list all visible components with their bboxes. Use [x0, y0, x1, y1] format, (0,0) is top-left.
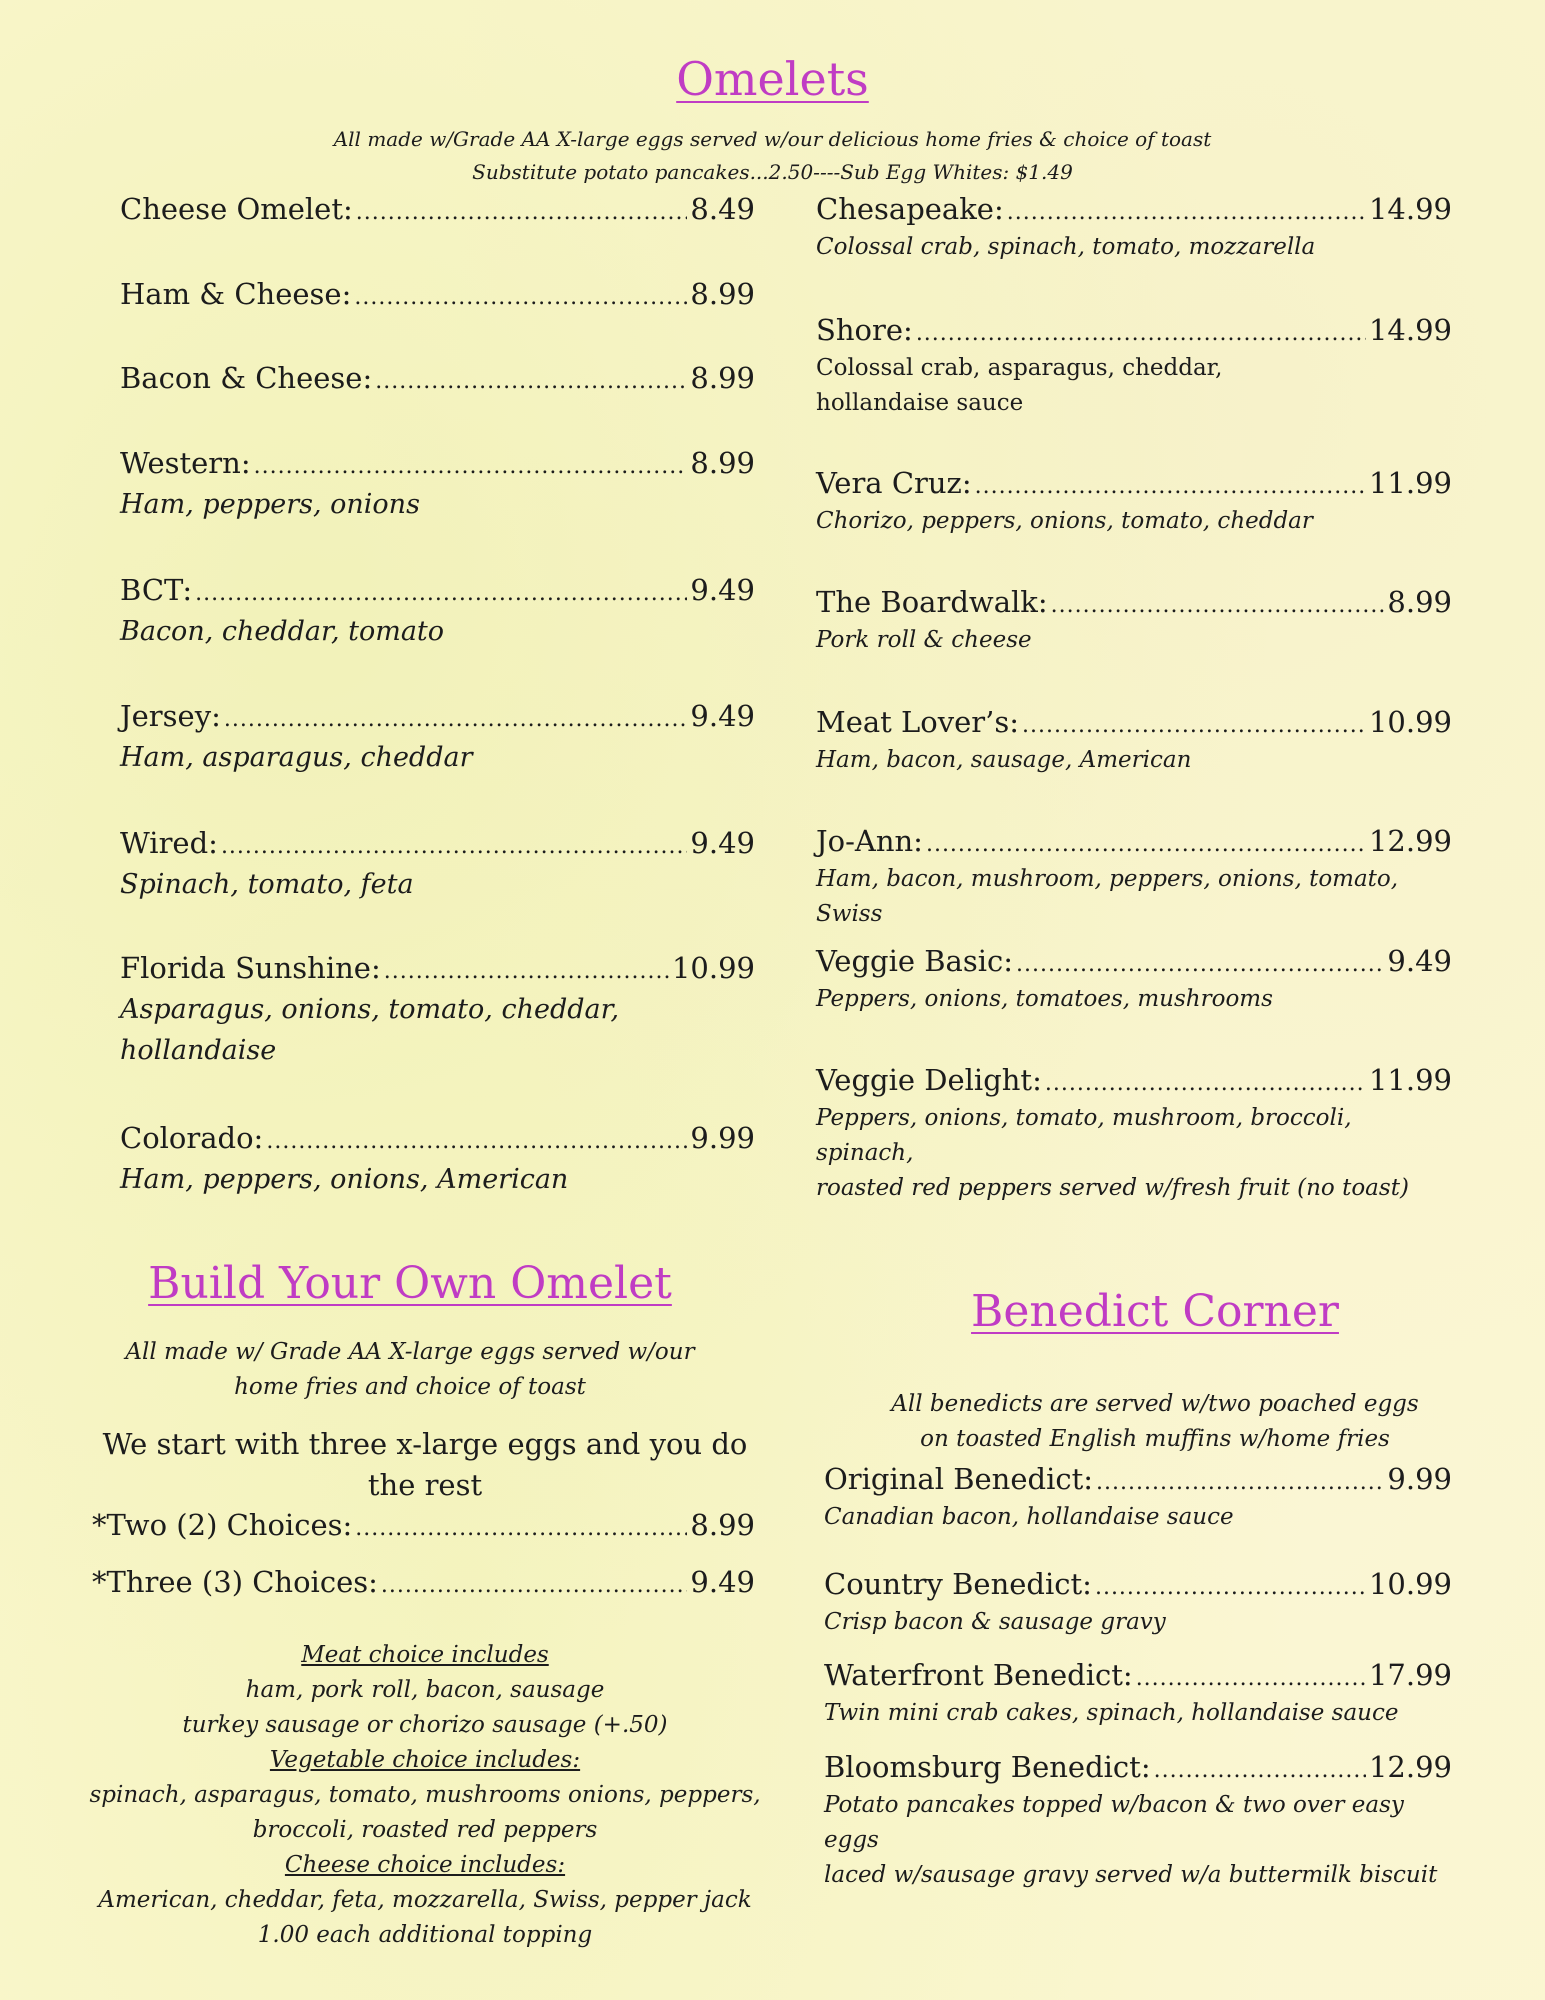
leader-dots [1095, 1575, 1366, 1600]
item-name: Veggie Delight: [816, 1063, 1042, 1097]
item-name: Waterfront Benedict: [824, 1658, 1133, 1692]
item-price: 11.99 [1368, 1063, 1452, 1097]
byo-intro-line: the rest [367, 1468, 483, 1502]
item-description: Crisp bacon & sausage gravy [824, 1609, 1166, 1635]
cheese-choice-line: 1.00 each additional topping [257, 1922, 593, 1948]
meat-choice-line: ham, pork roll, bacon, sausage [245, 1677, 605, 1703]
item-name: Shore: [816, 313, 913, 347]
item-description-line: laced w/sausage gravy served w/a buttermilk biscuit [824, 1862, 1438, 1888]
menu-item-country-benedict [824, 1567, 1452, 1640]
item-description-line: roasted red peppers served w/fresh fruit (no toast) [816, 1175, 1409, 1201]
item-description-line: Asparagus, onions, tomato, cheddar, [120, 994, 620, 1025]
benedict-title: Benedict Corner [971, 1286, 1339, 1337]
omelets-note-line: All made w/Grade AA X-large eggs served w/our delicious home fries & choice of toast [333, 127, 1212, 151]
item-description: Ham, bacon, sausage, American [816, 747, 1192, 773]
item-price: 10.99 [1368, 705, 1452, 739]
item-price: 14.99 [1368, 192, 1452, 226]
item-name: Country Benedict: [824, 1567, 1092, 1601]
leader-dots [355, 1516, 687, 1541]
byo-title: Build Your Own Omelet [148, 1258, 672, 1309]
item-name: Western: [120, 446, 251, 480]
byo-note-line: home fries and choice of toast [234, 1374, 586, 1400]
byo-choice-list [55, 1638, 795, 1953]
menu-item-bloomsburg-benedict [824, 1750, 1452, 1893]
item-price: 8.99 [1387, 585, 1452, 619]
item-name: Vera Cruz: [816, 466, 972, 500]
item-description: Ham, asparagus, cheddar [120, 742, 473, 773]
item-description: Peppers, onions, tomatoes, mushrooms [816, 986, 1273, 1012]
item-price: 8.99 [690, 1508, 755, 1542]
item-description: Canadian bacon, hollandaise sauce [824, 1504, 1234, 1530]
item-description: Twin mini crab cakes, spinach, hollandaise sauce [824, 1700, 1399, 1726]
benedict-column [824, 0, 1452, 1888]
item-description: Ham, bacon, mushroom, peppers, onions, tomato, Swiss [816, 866, 1399, 927]
item-name: Meat Lover’s: [816, 705, 1020, 739]
item-description-line: hollandaise [120, 1035, 277, 1066]
item-name: Cheese Omelet: [120, 192, 353, 226]
byo-note-line: All made w/ Grade AA X-large eggs served w/our [125, 1339, 695, 1365]
item-description-line: Colossal crab, asparagus, cheddar, [816, 355, 1223, 381]
omelets-title: Omelets [676, 52, 869, 106]
item-description-line: hollandaise sauce [816, 390, 1024, 416]
leader-dots [381, 1573, 688, 1598]
item-price: 17.99 [1368, 1658, 1452, 1692]
meat-choice-line: turkey sausage or chorizo sausage (+.50) [182, 1712, 668, 1738]
item-price: 9.49 [690, 573, 755, 607]
meat-choice-heading: Meat choice includes [301, 1642, 549, 1668]
item-description: Ham, peppers, onions [120, 489, 420, 520]
item-description-line: Peppers, onions, tomato, mushroom, broccoli, spinach, [816, 1105, 1352, 1166]
item-name: Original Benedict: [824, 1462, 1094, 1496]
item-description: Bacon, cheddar, tomato [120, 616, 445, 647]
item-name: *Two (2) Choices: [92, 1508, 353, 1542]
item-name: BCT: [120, 573, 193, 607]
item-price: 12.99 [1368, 824, 1452, 858]
item-price: 9.49 [690, 826, 755, 860]
benedict-note-line: on toasted English muffins w/home fries [920, 1426, 1390, 1452]
item-description [824, 1788, 1452, 1893]
item-description: Spinach, tomato, feta [120, 869, 414, 900]
item-name: Veggie Basic: [816, 944, 1013, 978]
item-name: Jersey: [120, 699, 221, 733]
item-name: Bacon & Cheese: [120, 361, 373, 395]
item-price: 8.99 [690, 277, 755, 311]
item-price: 10.99 [671, 951, 755, 985]
vegetable-choice-line: spinach, asparagus, tomato, mushrooms onions, peppers, [89, 1782, 761, 1808]
omelets-note-line: Substitute potato pancakes...2.50----Sub Egg Whites: $1.49 [472, 160, 1073, 184]
item-description: Colossal crab, spinach, tomato, mozzarella [816, 234, 1316, 260]
item-price: 11.99 [1368, 466, 1452, 500]
leader-dots [1154, 1758, 1366, 1783]
item-description: Pork roll & cheese [816, 627, 1032, 653]
byo-intro-line: We start with three x-large eggs and you do [102, 1427, 748, 1461]
item-description: Chorizo, peppers, onions, tomato, cheddar [816, 508, 1313, 534]
menu-item-three-choices [92, 1565, 755, 1599]
item-name: Florida Sunshine: [120, 951, 381, 985]
item-name: Wired: [120, 826, 218, 860]
cheese-choice-line: American, cheddar, feta, mozzarella, Swiss, pepper jack [98, 1887, 752, 1913]
item-price: 9.49 [1387, 944, 1452, 978]
item-price: 8.99 [690, 361, 755, 395]
byo-choices-prices [92, 0, 755, 1600]
item-name: The Boardwalk: [816, 585, 1048, 619]
menu-item-original-benedict [824, 1462, 1452, 1535]
item-price: 9.49 [690, 1565, 755, 1599]
item-name: *Three (3) Choices: [92, 1565, 378, 1599]
menu-item-two-choices [92, 1508, 755, 1542]
vegetable-choice-line: broccoli, roasted red peppers [252, 1817, 598, 1843]
item-name: Colorado: [120, 1121, 264, 1155]
benedict-note-line: All benedicts are served w/two poached eggs [891, 1391, 1419, 1417]
item-price: 14.99 [1368, 313, 1452, 347]
item-price: 9.49 [690, 699, 755, 733]
item-name: Bloomsburg Benedict: [824, 1750, 1151, 1784]
item-price: 9.99 [690, 1121, 755, 1155]
item-price: 8.49 [690, 192, 755, 226]
item-description-line: Potato pancakes topped w/bacon & two over easy eggs [824, 1792, 1404, 1853]
item-price: 10.99 [1368, 1567, 1452, 1601]
menu-item-waterfront-benedict [824, 1658, 1452, 1731]
item-name: Chesapeake: [816, 192, 1004, 226]
item-price: 9.99 [1387, 1462, 1452, 1496]
item-description: Ham, peppers, onions, American [120, 1164, 569, 1195]
item-price: 12.99 [1368, 1750, 1452, 1784]
leader-dots [1136, 1666, 1366, 1691]
item-name: Ham & Cheese: [120, 277, 352, 311]
vegetable-choice-heading: Vegetable choice includes: [269, 1747, 581, 1773]
cheese-choice-heading: Cheese choice includes: [284, 1852, 566, 1878]
item-name: Jo-Ann: [816, 824, 923, 858]
item-price: 8.99 [690, 446, 755, 480]
leader-dots [1096, 1470, 1384, 1495]
